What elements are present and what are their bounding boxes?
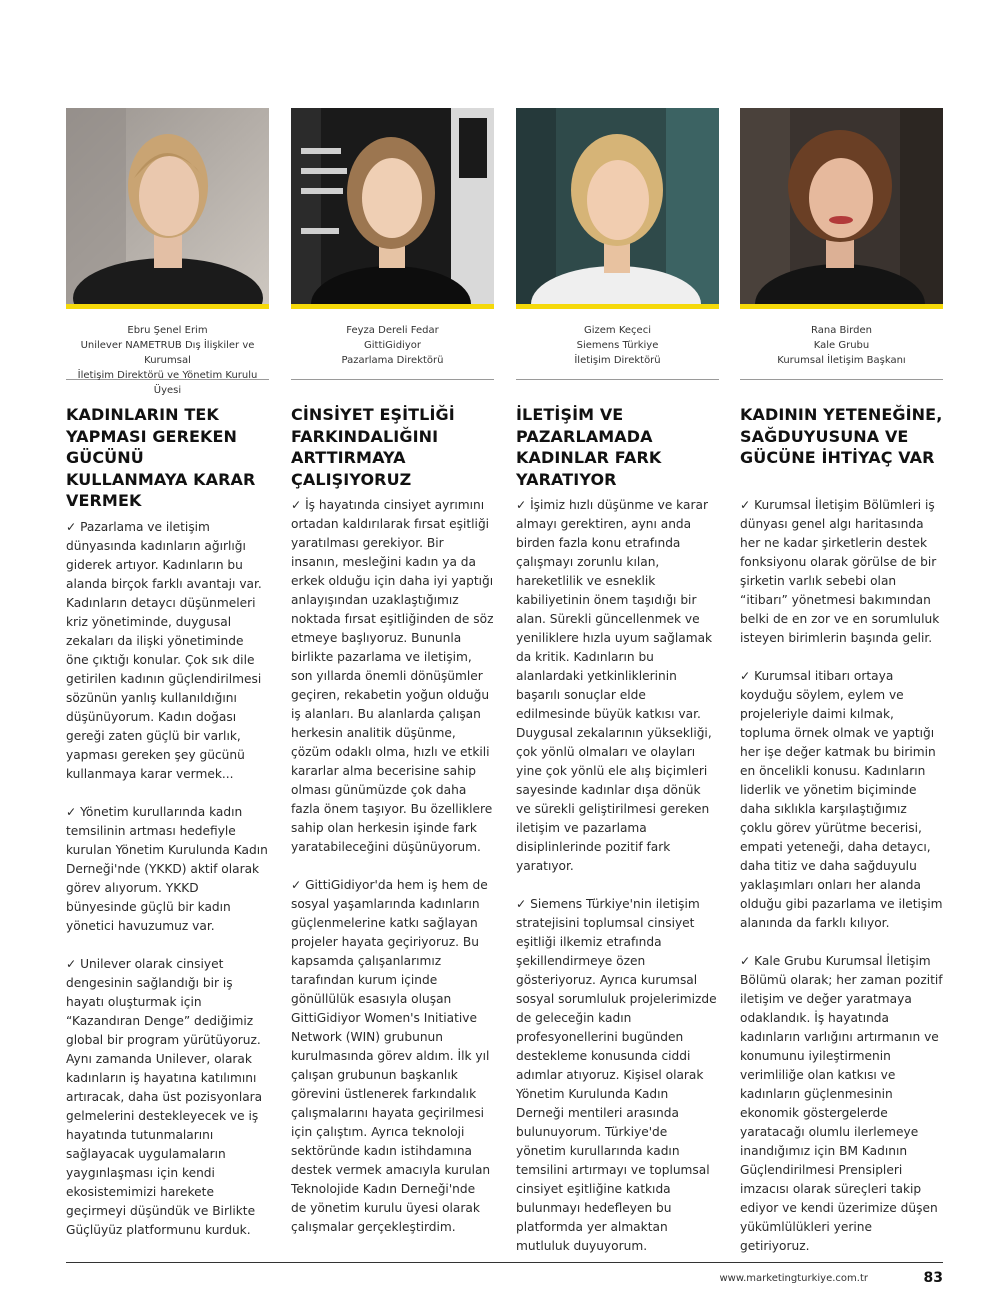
website-url: www.marketingturkiye.com.tr: [719, 1273, 868, 1284]
paragraph: ✓ İşimiz hızlı düşünme ve karar almayı gerektiren, aynı anda birden fazla konu etrafında çalışmayı zorunlu kılan, hareketlilik ve esneklik kabiliyetinin önem taşıdığı bir alan. Sürekli güncellenmek ve yeniliklere hızla uyum sağlamak da kritik. Kadınların bu alanlardaki yetkinliklerinin başarılı sonuçlar elde edilmesinde büyük katkısı var. Duygusal zekalarının yüksekliği, çok yönlü olmaları ve olayları yine çok yönlü ele alış biçimleri sayesinde kadınlar dışa dönük ve sürekli geliştirilmesi gereken iletişim ve pazarlama disiplinlerinde pozitif fark yaratıyor.: [516, 498, 713, 873]
caption: [516, 323, 719, 373]
headline: KADINLARIN TEK YAPMASI GEREKEN GÜCÜNÜ KULLANMAYA KARAR VERMEK: [66, 405, 256, 510]
person-name: Gizem Keçeci: [584, 325, 651, 336]
divider: [516, 379, 719, 380]
person-title: İletişim Direktörü: [574, 355, 661, 366]
paragraph: ✓ Pazarlama ve iletişim dünyasında kadınların ağırlığı giderek artıyor. Kadınların bu alanda birçok farklı avantajı var. Kadınların detaycı düşünmeleri kriz yönetiminde, duygusal zekaları da ilişki yönetiminde öne çıktığı konular. Çok sık dile getirilen kadının güçlendirilmesi sözünün yanlış kullanıldığını düşünüyorum. Kadın doğası gereği zaten güçlü bir varlık, yapması gereken şey gücünü kullanmaya karar vermek...: [66, 519, 262, 781]
caption: [291, 323, 494, 373]
paragraph: ✓ Yönetim kurullarında kadın temsilinin artması hedefiyle kurulan Yönetim Kurulunda Kadın Derneği'nde (YKKD) aktif olarak görev alıyorum. YKKD bünyesinde güçlü bir kadın yönetici havuzumuz var.: [66, 804, 268, 933]
paragraph: ✓ Unilever olarak cinsiyet dengesinin sağlandığı bir iş hayatı oluşturmak için “Kazandıran Denge” dediğimiz global bir program yürütüyoruz. Aynı zamanda Unilever, olarak kadınların iş hayatına katılımını artıracak, daha üst pozisyonlara gelmelerini destekleyecek ve iş hayatında tutunmalarını sağlayacak uygulamaların yaygınlaşması için kendi ekosistemimizi harekete geçirmeyi düşündük ve Birlikte Güçlüyüz platformunu kurduk.: [66, 956, 263, 1237]
paragraph: ✓ Kurumsal itibarı ortaya koyduğu söylem, eylem ve projeleriyle daimi kılmak, topluma örnek olmak ve yaptığı her işe değer katmak bu birimin en öncelikli konusu. Kadınların liderlik ve yönetim biçiminde daha sıklıkla karşılaştığımız çoklu görev yürütme becerisi, empati yeteneği, daha detaycı, daha titiz ve daha sağduyulu yaklaşımları onları her alanda olduğu gibi pazarlama ve iletişim alanında da farklı kılıyor.: [740, 669, 943, 930]
paragraph: ✓ İş hayatında cinsiyet ayrımını ortadan kaldırılarak fırsat eşitliği yaratılması gerekiyor. Bir insanın, mesleğini kadın ya da erkek olduğu için daha iyi yaptığı anlayışından uzaklaştığımız noktada fırsat eşitliğinden de söz etmeye başlıyoruz. Bununla birlikte pazarlama ve iletişim, son yıllarda önemli dönüşümler geçiren, rekabetin yoğun olduğu iş alanları. Bu alanlarda çalışan herkesin analitik düşünme, çözüm odaklı olma, hızlı ve etkili kararlar alma becerisine sahip olması günümüzde çok daha fazla önem taşıyor. Bu özelliklere sahip olan herkesin işinde fark yaratabileceğini düşünüyorum.: [291, 498, 494, 854]
caption: [66, 323, 269, 396]
portrait-photo: [291, 108, 494, 309]
profile-column-3: [516, 108, 719, 1275]
article-body: [740, 496, 943, 1256]
person-name: Feyza Dereli Fedar: [346, 325, 439, 336]
person-title: Kurumsal İletişim Başkanı: [777, 355, 906, 366]
headline: KADININ YETENEĞİNE, SAĞDUYUSUNA VE GÜCÜNE İHTİYAÇ VAR: [740, 405, 943, 467]
person-name: Rana Birden: [811, 325, 872, 336]
paragraph: ✓ Kurumsal İletişim Bölümleri iş dünyası genel algı haritasında her ne kadar şirketlerin destek fonksiyonu olarak görülse de bir şirketin varlık sebebi olan “itibarı” yönetmesi bakımından belki de en zor ve en sorumluluk isteyen birimlerin başında gelir.: [740, 498, 940, 645]
article-body: [516, 496, 719, 1256]
person-title: İletişim Direktörü ve Yönetim Kurulu Üyesi: [77, 370, 258, 396]
person-role: Siemens Türkiye: [576, 340, 659, 351]
divider: [740, 379, 943, 380]
paragraph: ✓ Siemens Türkiye'nin iletişim stratejisini toplumsal cinsiyet eşitliği ilkemiz etrafında şekillendirmeye özen gösteriyoruz. Ayrıca kurumsal sosyal sorumluluk projelerimizde de geleceğin kadın profesyonellerini bugünden destekleme konusunda ciddi adımlar atıyoruz. Kişisel olarak Yönetim Kurulunda Kadın Derneği mentileri arasında bulunuyorum. Türkiye'de yönetim kurullarında kadın temsilini artırmayı ve toplumsal cinsiyet eşitliğine katkıda bulunmayı hedefleyen bu platformda yer almaktan mutluluk duyuyorum.: [516, 897, 717, 1253]
profile-column-4: [740, 108, 943, 1275]
caption: [740, 323, 943, 373]
headline: CİNSİYET EŞİTLİĞİ FARKINDALIĞINI ARTTIRMAYA ÇALIŞIYORUZ: [291, 405, 455, 489]
person-title: Pazarlama Direktörü: [341, 355, 444, 366]
portrait-photo: [740, 108, 943, 309]
person-name: Ebru Şenel Erim: [127, 325, 208, 336]
article-body: [66, 518, 269, 1240]
page-number: 83: [923, 1270, 943, 1286]
person-role: Unilever NAMETRUB Dış İlişkiler ve Kurumsal: [80, 340, 255, 366]
portrait-photo: [516, 108, 719, 309]
portrait-photo: [66, 108, 269, 309]
headline: İLETİŞİM VE PAZARLAMADA KADINLAR FARK YARATIYOR: [516, 405, 662, 489]
paragraph: ✓ Kale Grubu Kurumsal İletişim Bölümü olarak; her zaman pozitif iletişim ve değer yaratmaya odaklandık. İş hayatında kadınların varlığını artırmanın ve konumunu iyileştirmenin verimliliğe olan katkısı ve kadınların güçlenmesinin ekonomik göstergelerde yaratacağı olumlu ilerlemeye inandığımız için BM Kadının Güçlendirilmesi Prensipleri imzacısı olarak süreçleri takip ediyor ve kendi üzerimize düşen yükümlülükleri yerine getiriyoruz.: [740, 954, 943, 1253]
person-role: GittiGidiyor: [364, 340, 421, 351]
profile-column-2: [291, 108, 494, 1256]
paragraph: ✓ GittiGidiyor'da hem iş hem de sosyal yaşamlarında kadınların güçlenmelerine katkı sağlayan projeler hayata geçiriyoruz. Bu kapsamda çalışanlarımız tarafından kurum içinde gönüllülük esasıyla oluşan GittiGidiyor Women's Initiative Network (WIN) grubunun kurulmasında görev aldım. İlk yıl çalışan grubunun başkanlık görevini üstlenerek farkındalık çalışmalarını hayata geçirilmesi için çalıştım. Ayrıca teknoloji sektöründe kadın istihdamına destek vermek amacıyla kurulan Teknolojide Kadın Derneği'nde de yönetim kurulu üyesi olarak çalışmalar gerçekleştirdim.: [291, 878, 491, 1234]
footer-divider: [66, 1262, 943, 1263]
divider: [291, 379, 494, 380]
article-body: [291, 496, 494, 1237]
person-role: Kale Grubu: [813, 340, 870, 351]
profile-column-1: [66, 108, 269, 1259]
